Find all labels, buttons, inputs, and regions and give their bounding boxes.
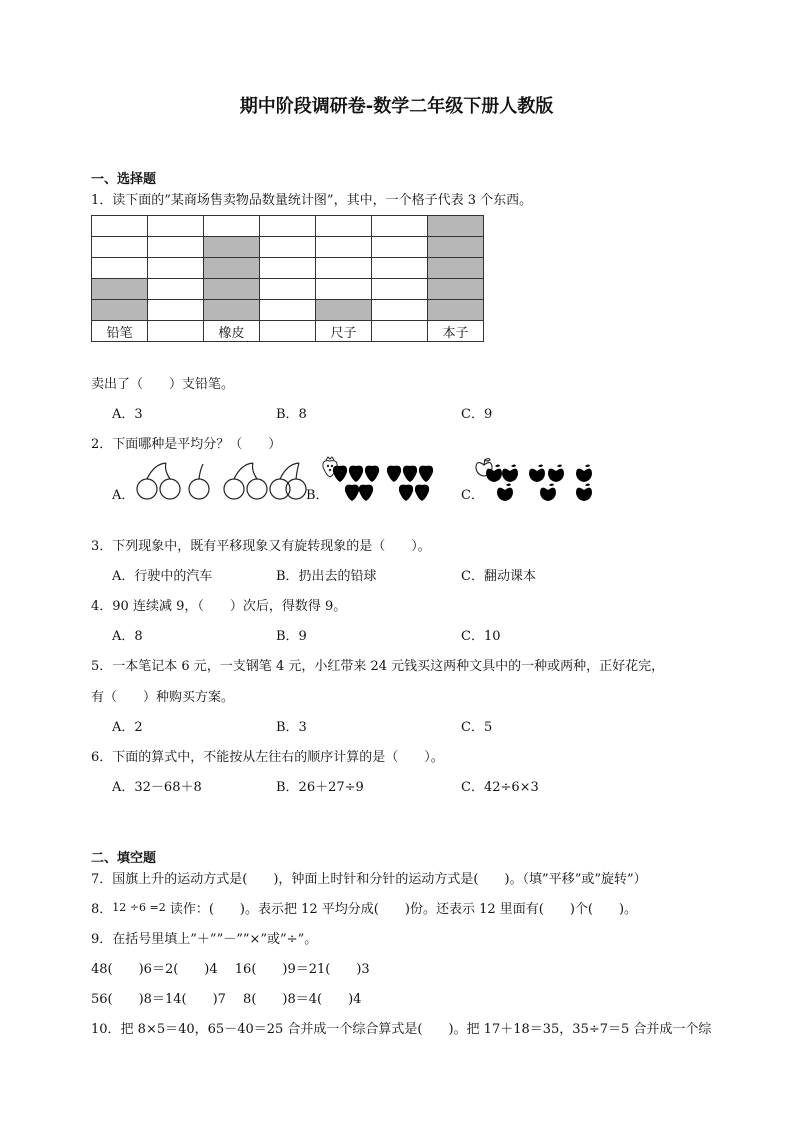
- grid-cell-filled: [92, 300, 148, 321]
- grid-cell-empty: [372, 237, 428, 258]
- q3-option-b[interactable]: B．扔出去的铅球: [276, 569, 377, 584]
- grid-cell-filled: [428, 279, 484, 300]
- grid-cell-filled: [428, 237, 484, 258]
- question-9-line-1: 48( )6＝2( )4 16( )9＝21( )3: [91, 962, 370, 977]
- grid-cell-empty: [316, 216, 372, 237]
- page-title: 期中阶段调研卷-数学二年级下册人教版: [239, 96, 554, 117]
- apples-illustration: [484, 462, 599, 504]
- question-1-prompt: 卖出了（ ）支铅笔。: [91, 377, 235, 392]
- grid-cell-empty: [148, 216, 204, 237]
- grid-label-cell: 橡皮: [204, 321, 260, 342]
- grid-cell-empty: [372, 300, 428, 321]
- grid-row: [92, 258, 484, 279]
- question-9-line-2: 56( )8＝14( )7 8( )8＝4( )4: [91, 992, 362, 1007]
- section-heading-fill: 二、填空题: [91, 851, 157, 866]
- grid-cell-filled: [204, 300, 260, 321]
- grid-cell-filled: [428, 258, 484, 279]
- question-9-text: 9．在括号里填上”＋””－””×”或”÷”。: [91, 932, 318, 947]
- q6-option-c[interactable]: C．42÷6×3: [461, 780, 539, 795]
- grid-cell-empty: [148, 300, 204, 321]
- q3-option-a[interactable]: A．行驶中的汽车: [112, 569, 213, 584]
- q5-option-c[interactable]: C．5: [461, 720, 493, 735]
- grid-cell-empty: [92, 216, 148, 237]
- grid-row: [92, 279, 484, 300]
- grid-label-cell: [372, 321, 428, 342]
- grid-row: [92, 237, 484, 258]
- q4-option-c[interactable]: C．10: [461, 629, 501, 644]
- grid-label-cell: 铅笔: [92, 321, 148, 342]
- grid-cell-filled: [204, 258, 260, 279]
- q4-option-b[interactable]: B．9: [276, 629, 307, 644]
- q1-option-a[interactable]: A．3: [112, 407, 143, 422]
- question-3-text: 3．下列现象中，既有平移现象又有旋转现象的是（ ）。: [91, 539, 431, 554]
- q4-option-a[interactable]: A．8: [112, 629, 143, 644]
- statistics-grid: [91, 215, 484, 342]
- grid-cell-empty: [260, 237, 316, 258]
- grid-label-cell: 尺子: [316, 321, 372, 342]
- grid-cell-empty: [92, 258, 148, 279]
- grid-label-cell: [260, 321, 316, 342]
- grid-cell-empty: [148, 258, 204, 279]
- strawberries-illustration: [330, 461, 440, 503]
- grid-cell-filled: [428, 216, 484, 237]
- grid-cell-empty: [372, 216, 428, 237]
- cherries-illustration: [136, 462, 306, 504]
- grid-cell-empty: [260, 279, 316, 300]
- division-formula: 12 ÷6 =2: [112, 901, 166, 914]
- grid-label-cell: [148, 321, 204, 342]
- grid-cell-filled: [204, 237, 260, 258]
- grid-cell-empty: [372, 279, 428, 300]
- grid-cell-empty: [316, 279, 372, 300]
- q3-option-c[interactable]: C．翻动课本: [461, 569, 536, 584]
- question-8-number: 8．: [91, 902, 113, 917]
- question-8-text: [91, 898, 637, 917]
- q2-option-c[interactable]: C．: [461, 488, 484, 503]
- question-5-text-cont: 有（ ）种购买方案。: [91, 690, 235, 705]
- grid-cell-empty: [260, 258, 316, 279]
- grid-cell-filled: [204, 279, 260, 300]
- grid-cell-empty: [148, 279, 204, 300]
- q5-option-b[interactable]: B．3: [276, 720, 307, 735]
- grid-cell-empty: [260, 300, 316, 321]
- grid-cell-filled: [428, 300, 484, 321]
- question-1-text: 1．读下面的”某商场售卖物品数量统计图”，其中，一个格子代表 3 个东西。: [91, 193, 533, 208]
- question-4-text: 4．90 连续减 9，（ ）次后，得数得 9。: [91, 599, 347, 614]
- grid-cell-empty: [372, 258, 428, 279]
- section-heading-choice: 一、选择题: [91, 172, 157, 187]
- question-5-text: 5．一本笔记本 6 元，一支钢笔 4 元，小红带来 24 元钱买这两种文具中的一种或两种，正好花完，: [91, 659, 665, 674]
- q6-option-a[interactable]: A．32－68＋8: [112, 780, 202, 795]
- grid-cell-empty: [316, 237, 372, 258]
- grid-cell-empty: [92, 237, 148, 258]
- grid-cell-empty: [148, 237, 204, 258]
- grid-row: [92, 216, 484, 237]
- grid-cell-empty: [260, 216, 316, 237]
- grid-cell-empty: [204, 216, 260, 237]
- grid-label-cell: 本子: [428, 321, 484, 342]
- grid-label-row: [92, 321, 484, 342]
- q1-option-b[interactable]: B．8: [276, 407, 307, 422]
- q1-option-c[interactable]: C．9: [461, 407, 493, 422]
- question-8-rest: 读作：( )。表示把 12 平均分成( )份。还表示 12 里面有( )个( )。: [169, 902, 638, 917]
- q6-option-b[interactable]: B．26＋27÷9: [276, 780, 364, 795]
- grid-cell-filled: [316, 300, 372, 321]
- question-7-text: 7．国旗上升的运动方式是( )，钟面上时针和分针的运动方式是( )。（填”平移”或”旋转”）: [91, 872, 647, 887]
- q5-option-a[interactable]: A．2: [112, 720, 143, 735]
- grid-cell-empty: [316, 258, 372, 279]
- q2-option-b[interactable]: B．: [306, 488, 329, 503]
- question-2-text: 2．下面哪种是平均分？（ ）: [91, 437, 282, 452]
- q2-option-a[interactable]: A．: [112, 488, 135, 503]
- grid-cell-filled: [92, 279, 148, 300]
- question-6-text: 6．下面的算式中，不能按从左往右的顺序计算的是（ ）。: [91, 750, 444, 765]
- question-10-text: 10．把 8×5＝40，65－40＝25 合并成一个综合算式是( )。把 17＋18＝35，35÷7＝5 合并成一个综: [91, 1022, 712, 1037]
- grid-row: [92, 300, 484, 321]
